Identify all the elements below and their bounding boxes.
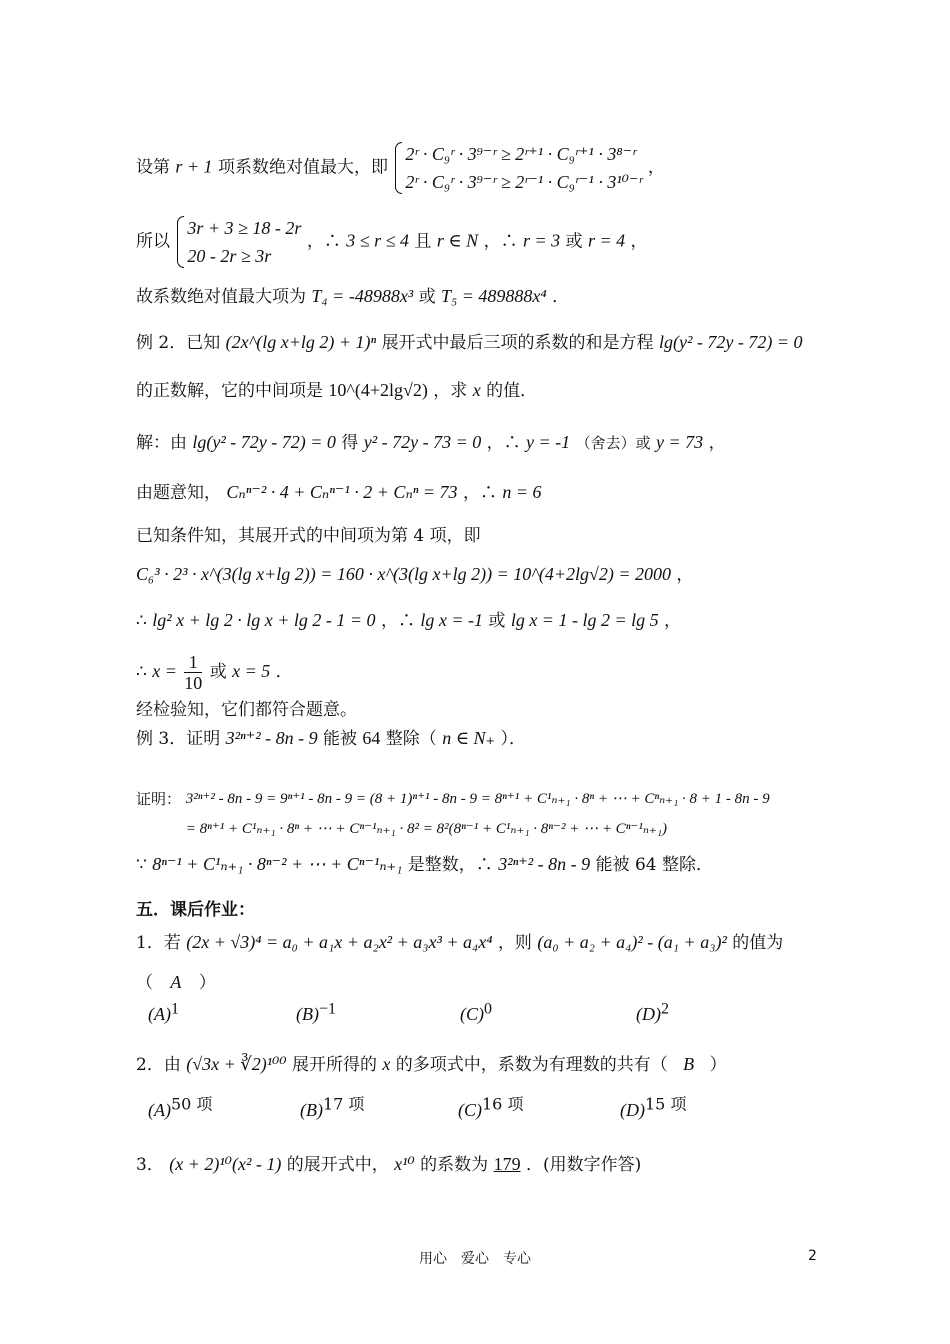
option-b bbox=[300, 1094, 365, 1121]
math: Cₙⁿ⁻² · 4 + Cₙⁿ⁻¹ · 2 + Cₙⁿ = 73 bbox=[226, 482, 458, 502]
math: (√3x + ∛2)¹⁰⁰ bbox=[186, 1054, 287, 1074]
text: ）． bbox=[500, 729, 526, 749]
text: ，∴ bbox=[380, 611, 415, 631]
text: ． bbox=[275, 662, 293, 682]
heading-text: 五．课后作业： bbox=[136, 900, 255, 920]
text: ， bbox=[647, 157, 665, 178]
math: x = bbox=[152, 661, 177, 681]
text: 得 bbox=[341, 433, 359, 453]
text: ． bbox=[552, 287, 570, 307]
option-value: −1 bbox=[318, 1000, 337, 1018]
text: ，∴ bbox=[486, 433, 521, 453]
math: y² - 72y - 73 = 0 bbox=[363, 432, 482, 452]
text: 3． bbox=[136, 1155, 164, 1175]
math: (2x + √3)⁴ = a₀ + a₁x + a₂x² + a₃x³ + a₄x⁴ bbox=[186, 932, 493, 952]
text: 设第 bbox=[136, 157, 170, 178]
text: ， bbox=[708, 433, 726, 453]
proof-line-1: 3²ⁿ⁺² - 8n - 9 = 9ⁿ⁺¹ - 8n - 9 = (8 + 1)ⁿ⁺¹ - 8n - 9 = 8ⁿ⁺¹ + C¹ₙ₊₁ · 8ⁿ + ⋯ + Cⁿₙ₊₁ · 8 + 1 - 8n - 9 bbox=[185, 791, 770, 807]
math: r = 3 bbox=[522, 230, 561, 251]
line-17 bbox=[136, 930, 830, 955]
text: 所以 bbox=[136, 231, 170, 252]
option-label: (B) bbox=[296, 1004, 319, 1024]
text: 1．若 bbox=[136, 933, 181, 953]
line-20 bbox=[136, 1052, 830, 1077]
math: lg x = -1 bbox=[420, 610, 483, 630]
line-15 bbox=[136, 852, 830, 877]
option-c bbox=[458, 1094, 524, 1121]
text: 解：由 bbox=[136, 433, 187, 453]
text: 且 bbox=[414, 231, 432, 252]
math: (2x^(lg x+lg 2) + 1)ⁿ bbox=[225, 332, 377, 352]
text: 证明： bbox=[136, 790, 182, 808]
brace-system bbox=[175, 214, 301, 270]
text: 已知条件知，其展开式的中间项为第 4 项，即 bbox=[136, 526, 481, 546]
text: 例 3．证明 bbox=[136, 729, 221, 749]
text: ，求 bbox=[433, 381, 468, 401]
line-5 bbox=[136, 378, 830, 403]
text: ，∴ bbox=[462, 483, 497, 503]
text: 故系数绝对值最大项为 bbox=[136, 287, 306, 307]
option-value: 16 项 bbox=[482, 1094, 524, 1114]
option-label: (C) bbox=[458, 1100, 482, 1120]
math: 64 bbox=[362, 728, 381, 748]
math: 8ⁿ⁻¹ + C¹ₙ₊₁ · 8ⁿ⁻² + ⋯ + Cⁿ⁻¹ₙ₊₁ bbox=[152, 854, 403, 874]
math: x bbox=[382, 1054, 391, 1074]
line-4 bbox=[136, 330, 830, 355]
text: 展开式中最后三项的系数的和是方程 bbox=[381, 333, 654, 353]
text: 是整数，∴ bbox=[407, 855, 493, 875]
line-3 bbox=[136, 284, 830, 309]
answer: A bbox=[170, 972, 182, 992]
math: C₆³ · 2³ · x^(3(lg x+lg 2)) = 160 · x^(3(lg x+lg 2)) = 10^(4+2lg√2) = 2000 bbox=[136, 564, 671, 584]
text: 能被 64 整除． bbox=[595, 855, 714, 875]
footer-slogan: 用心 爱心 专心 bbox=[419, 1251, 531, 1267]
math: T₄ = -48988x³ bbox=[311, 286, 414, 306]
brace-system bbox=[393, 140, 642, 196]
text: ， bbox=[630, 231, 648, 252]
math: lg(y² - 72y - 72) = 0 bbox=[192, 432, 336, 452]
math: lg² x + lg 2 · lg x + lg 2 - 1 = 0 bbox=[152, 610, 376, 630]
text: 或 bbox=[209, 662, 227, 682]
text: 的多项式中，系数为有理数的共有（ bbox=[395, 1055, 668, 1075]
text: 或 bbox=[488, 611, 506, 631]
option-d bbox=[620, 1094, 687, 1121]
line-7 bbox=[136, 480, 830, 505]
page-number: 2 bbox=[808, 1248, 817, 1264]
math: T₅ = 489888x⁴ bbox=[441, 286, 547, 306]
math: x = 5 bbox=[232, 661, 271, 681]
system-eq-2: 2ʳ · C₉ʳ · 3⁹⁻ʳ ≥ 2ʳ⁻¹ · C₉ʳ⁻¹ · 3¹⁰⁻ʳ bbox=[405, 172, 643, 192]
system-eq-1: 3r + 3 ≥ 18 - 2r bbox=[187, 218, 302, 238]
math: 10^(4+2lg√2) bbox=[328, 380, 428, 400]
answer: B bbox=[683, 1054, 695, 1074]
system-eq-2: 20 - 2r ≥ 3r bbox=[187, 246, 272, 266]
math: (a₀ + a₂ + a₄)² - (a₁ + a₃)² bbox=[537, 932, 727, 952]
line-1 bbox=[136, 140, 830, 196]
text: （舍去）或 bbox=[575, 434, 651, 452]
text: 展开所得的 bbox=[291, 1055, 377, 1075]
math: 3²ⁿ⁺² - 8n - 9 bbox=[498, 854, 591, 874]
line-9 bbox=[136, 562, 830, 587]
math: x¹⁰ bbox=[394, 1154, 415, 1174]
math: (x + 2)¹⁰(x² - 1) bbox=[169, 1154, 282, 1174]
text: 能被 bbox=[323, 729, 357, 749]
option-value: 0 bbox=[484, 1000, 492, 1018]
answer: 179 bbox=[493, 1154, 521, 1174]
option-value: 1 bbox=[170, 1000, 179, 1018]
math: n = 6 bbox=[502, 482, 542, 502]
text: 的值． bbox=[486, 381, 538, 401]
text: ∴ bbox=[136, 662, 147, 682]
option-value: 2 bbox=[661, 1000, 669, 1018]
text: ∵ bbox=[136, 855, 147, 875]
text: ，∴ bbox=[483, 231, 518, 252]
text: 2．由 bbox=[136, 1055, 181, 1075]
text: 或 bbox=[565, 231, 583, 252]
option-label: (A) bbox=[148, 1004, 171, 1024]
math: lg(y² - 72y - 72) = 0 bbox=[658, 332, 803, 352]
option-c bbox=[460, 1000, 492, 1025]
text: ） bbox=[198, 973, 216, 993]
text: 的展开式中， bbox=[286, 1155, 389, 1175]
option-a bbox=[148, 1000, 179, 1025]
line-8 bbox=[136, 524, 830, 548]
line-10 bbox=[136, 608, 830, 633]
line-2 bbox=[136, 214, 830, 270]
option-value: 50 项 bbox=[170, 1094, 213, 1114]
option-label: (C) bbox=[460, 1004, 484, 1024]
math: y = -1 bbox=[526, 432, 571, 452]
text: ） bbox=[709, 1055, 727, 1075]
fraction-numerator: 1 bbox=[184, 652, 202, 673]
text: 例 2．已知 bbox=[136, 333, 221, 353]
math: r = 4 bbox=[587, 230, 626, 251]
text: 的正数解，它的中间项是 bbox=[136, 381, 323, 401]
option-b bbox=[296, 1000, 337, 1025]
math: 3²ⁿ⁺² - 8n - 9 bbox=[225, 728, 318, 748]
option-value: 17 项 bbox=[322, 1094, 365, 1114]
system-eq-1: 2ʳ · C₉ʳ · 3⁹⁻ʳ ≥ 2ʳ⁺¹ · C₉ʳ⁺¹ · 3⁸⁻ʳ bbox=[405, 144, 637, 164]
text: ， bbox=[664, 611, 681, 631]
math: n ∈ N₊ bbox=[442, 728, 496, 748]
text: （ bbox=[136, 973, 153, 993]
option-label: (D) bbox=[620, 1100, 645, 1120]
math: r + 1 bbox=[175, 156, 213, 177]
math: lg x = 1 - lg 2 = lg 5 bbox=[510, 610, 659, 630]
text: 项系数绝对值最大，即 bbox=[217, 157, 388, 178]
text: ，∴ bbox=[306, 231, 341, 252]
section-heading bbox=[136, 898, 830, 922]
text: ，则 bbox=[497, 933, 532, 953]
text: 的值为 bbox=[732, 933, 784, 953]
option-d bbox=[636, 1000, 669, 1025]
text: 的系数为 bbox=[420, 1155, 489, 1175]
line-14 bbox=[136, 784, 830, 844]
proof-line-2: = 8ⁿ⁺¹ + C¹ₙ₊₁ · 8ⁿ + ⋯ + Cⁿ⁻¹ₙ₊₁ · 8² = 8²(8ⁿ⁻¹ + C¹ₙ₊₁ · 8ⁿ⁻² + ⋯ + Cⁿ⁻¹ₙ₊₁) bbox=[185, 821, 668, 837]
math: y = 73 bbox=[656, 432, 704, 452]
text: ∴ bbox=[136, 611, 147, 631]
option-a bbox=[148, 1094, 213, 1121]
option-value: 15 项 bbox=[645, 1094, 687, 1114]
fraction bbox=[184, 652, 202, 693]
option-label: (D) bbox=[636, 1004, 661, 1024]
text: 或 bbox=[418, 287, 436, 307]
text: ．(用数字作答) bbox=[525, 1155, 642, 1175]
math: x bbox=[472, 380, 481, 400]
line-12 bbox=[136, 698, 830, 722]
line-18 bbox=[136, 970, 830, 995]
text: 整除（ bbox=[385, 729, 437, 749]
text: ， bbox=[676, 565, 694, 585]
proof-equation bbox=[186, 784, 770, 844]
text: 由题意知， bbox=[136, 483, 221, 503]
text: 经检验知，它们都符合题意。 bbox=[136, 700, 357, 720]
math: 3 ≤ r ≤ 4 bbox=[346, 230, 410, 251]
math: r ∈ N bbox=[436, 230, 479, 251]
line-11 bbox=[136, 652, 830, 693]
option-label: (A) bbox=[148, 1100, 171, 1120]
option-label: (B) bbox=[300, 1100, 323, 1120]
fraction-denominator: 10 bbox=[184, 673, 203, 693]
line-22 bbox=[136, 1152, 830, 1177]
line-13 bbox=[136, 726, 830, 751]
line-6 bbox=[136, 430, 830, 455]
